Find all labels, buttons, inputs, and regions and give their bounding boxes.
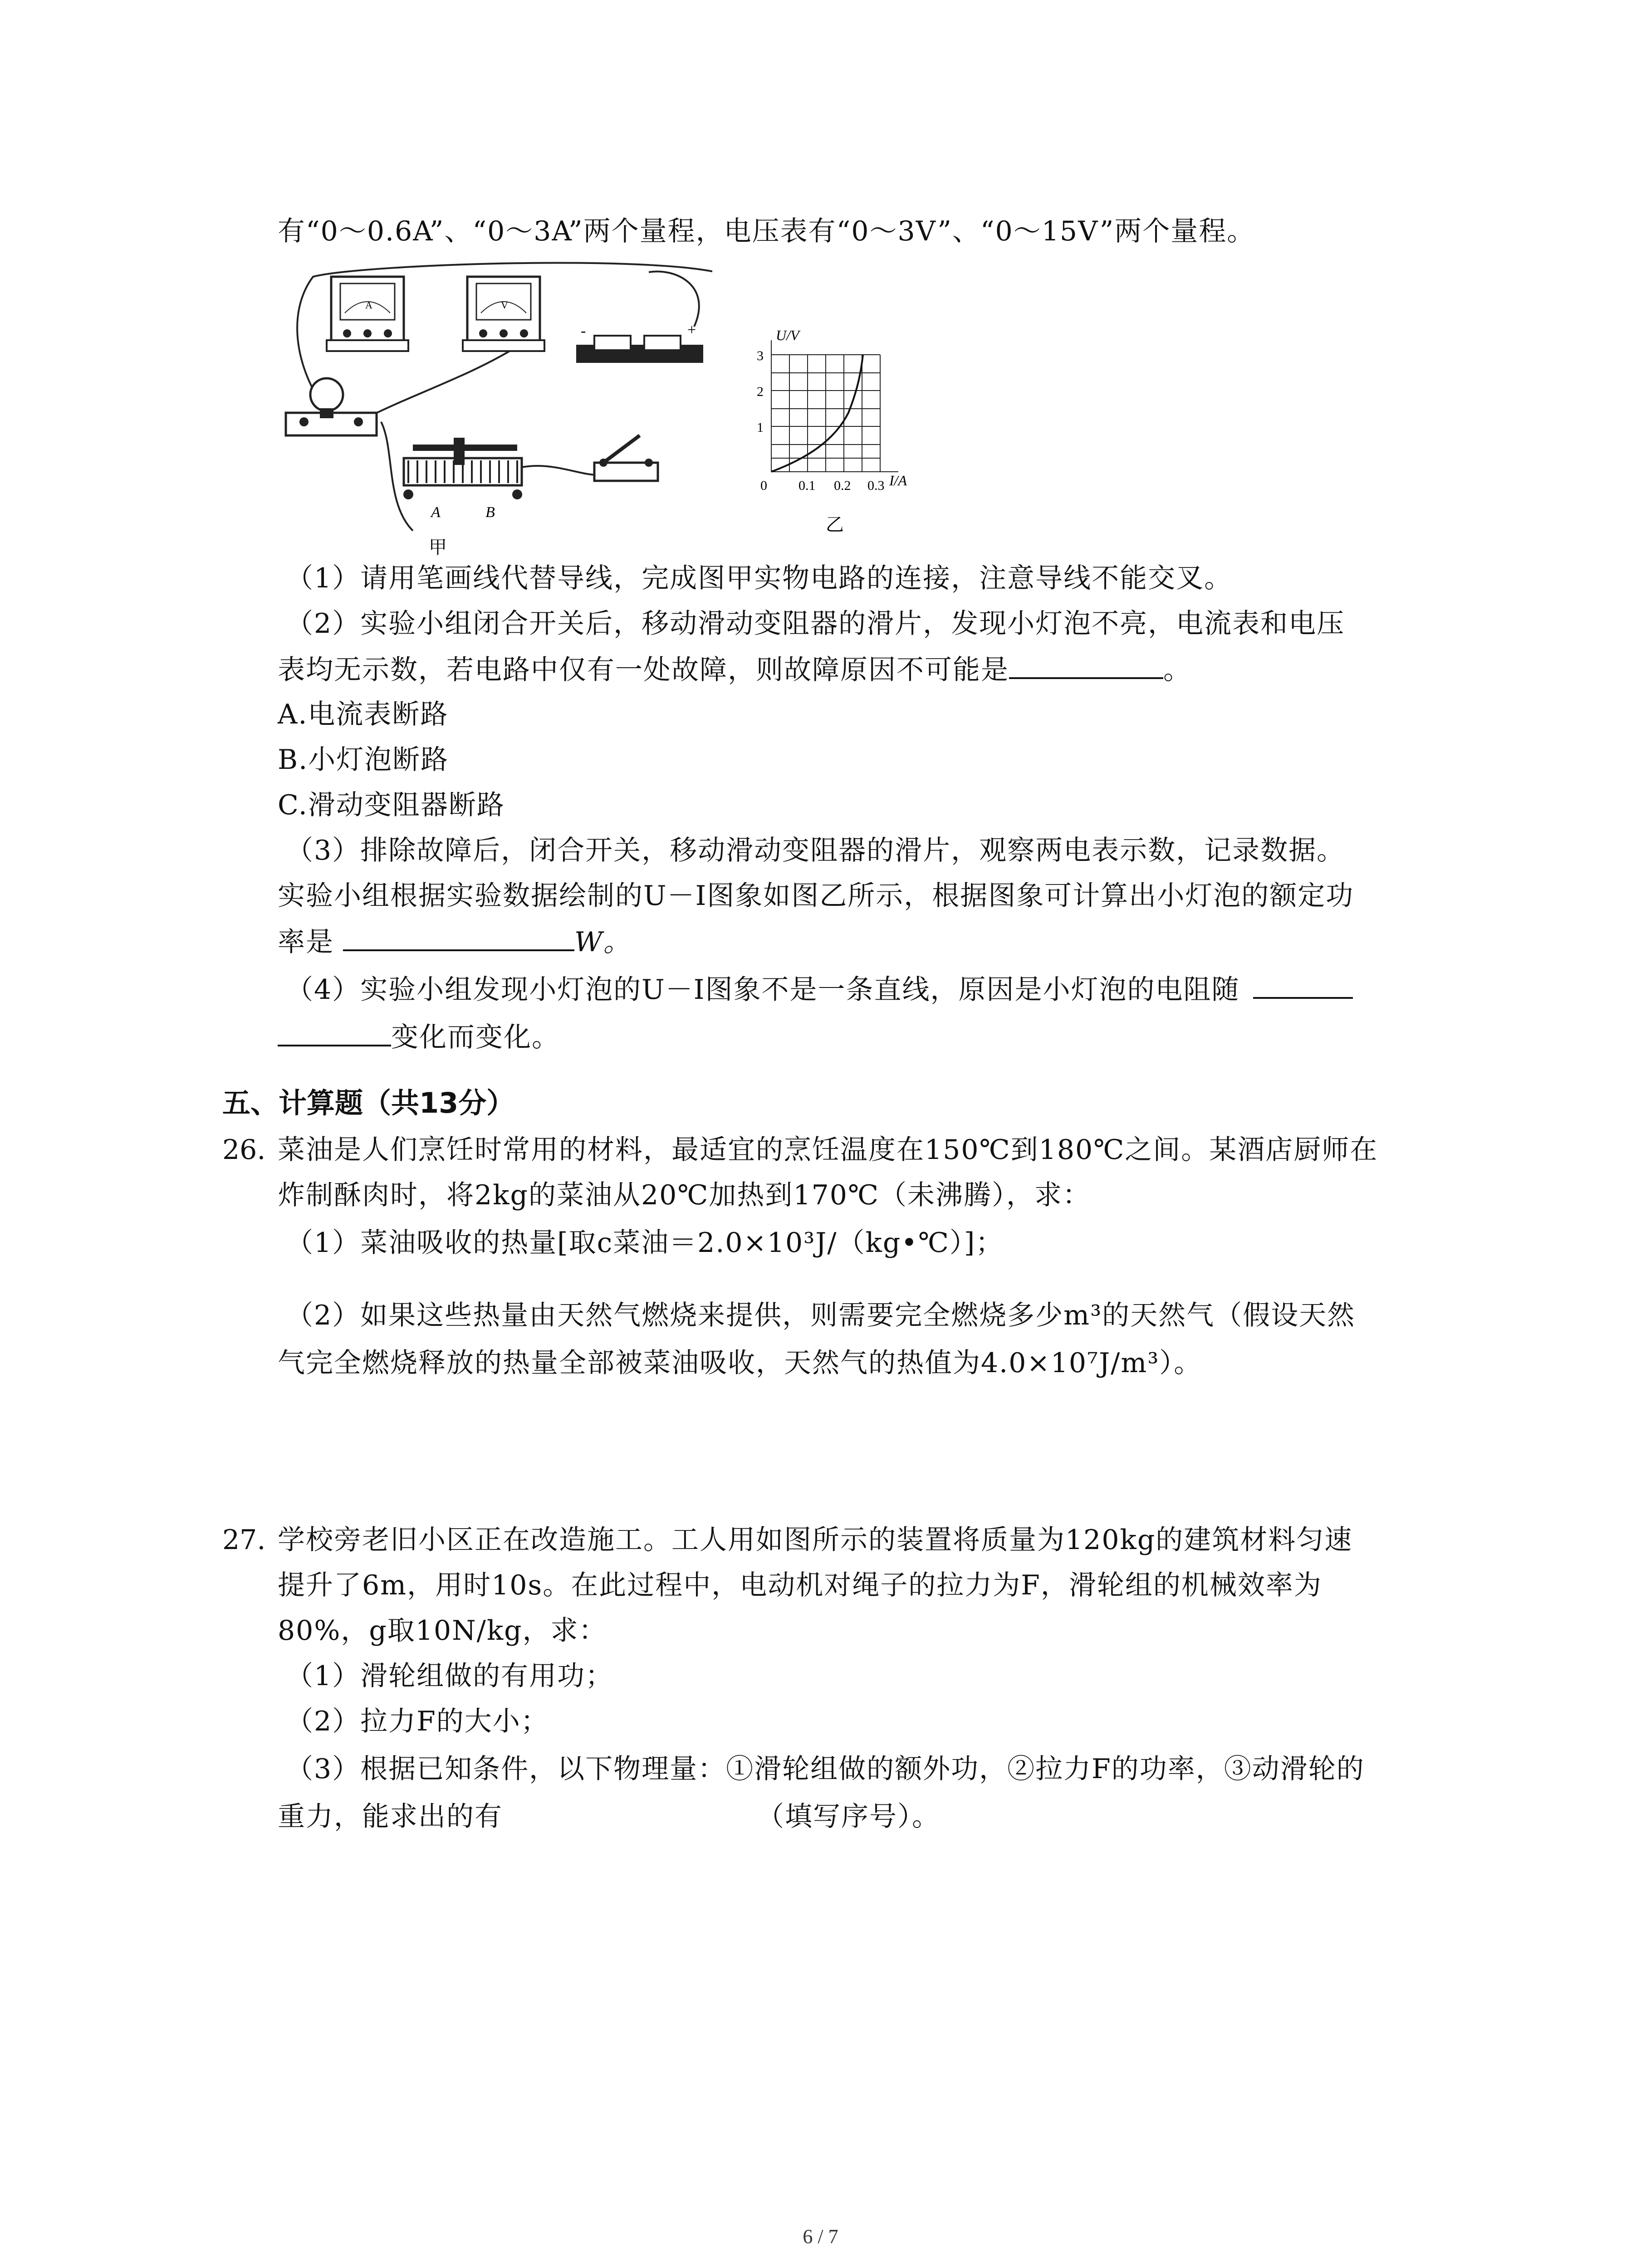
answer-blank-fault[interactable] bbox=[1009, 651, 1163, 679]
x-tick-0.1: 0.1 bbox=[798, 478, 816, 493]
q27-part2: （2）拉力F的大小； bbox=[286, 1706, 549, 1737]
page-number: 6 / 7 bbox=[803, 2225, 838, 2248]
q25-option-b: B.小灯泡断路 bbox=[278, 744, 449, 776]
ui-curve bbox=[771, 355, 863, 472]
q25-part4-end: 变化而变化。 bbox=[391, 1022, 560, 1053]
q25-part2-end: 。 bbox=[1163, 654, 1191, 686]
wire-mid bbox=[367, 349, 513, 417]
q26-number: 26. bbox=[222, 1134, 266, 1166]
q25-part4-text: （4）实验小组发现小灯泡的U－I图象不是一条直线，原因是小灯泡的电阻随 bbox=[286, 974, 1240, 1006]
y-tick-1: 1 bbox=[757, 420, 764, 435]
ammeter-label: A bbox=[365, 299, 372, 311]
q27-number: 27. bbox=[222, 1524, 266, 1556]
q25-part2-text: 表均无示数，若电路中仅有一处故障，则故障原因不可能是 bbox=[278, 654, 1009, 686]
q25-part4-line1 bbox=[286, 971, 1353, 1008]
q27-part3-end: （填写序号）。 bbox=[757, 1801, 940, 1833]
y-tick-2: 2 bbox=[757, 384, 764, 399]
q27-line2: 提升了6m，用时10s。在此过程中，电动机对绳子的拉力为F，滑轮组的机械效率为 bbox=[278, 1569, 1322, 1601]
figure-yi-label: 乙 bbox=[826, 514, 844, 535]
rheostat-a: A bbox=[431, 504, 441, 521]
answer-blank-power[interactable] bbox=[343, 923, 574, 951]
q27-part3-line2 bbox=[278, 1799, 940, 1835]
light-bulb bbox=[286, 378, 377, 435]
q27-part3-text: 重力，能求出的有 bbox=[278, 1801, 503, 1833]
graph-grid bbox=[771, 340, 898, 472]
q25-part2-line1: （2）实验小组闭合开关后，移动滑动变阻器的滑片，发现小灯泡不亮，电流表和电压 bbox=[286, 608, 1345, 640]
q26-line2: 炸制酥肉时，将2kg的菜油从20℃加热到170℃（未沸腾），求： bbox=[278, 1179, 1091, 1211]
u-axis-label: U/V bbox=[776, 327, 799, 343]
rheostat-b: B bbox=[485, 504, 495, 521]
answer-blank-resistance-b[interactable] bbox=[278, 1018, 391, 1046]
q25-part3-line3 bbox=[278, 923, 632, 960]
q25-part3-text: 率是 bbox=[278, 926, 334, 958]
q27-part1: （1）滑轮组做的有用功； bbox=[286, 1660, 614, 1692]
q26-part2-line2: 气完全燃烧释放的热量全部被菜油吸收，天然气的热值为4.0×10⁷J/m³）。 bbox=[278, 1347, 1202, 1379]
rheostat bbox=[403, 438, 522, 521]
q25-option-c: C.滑动变阻器断路 bbox=[278, 789, 505, 821]
q27-line3: 80%，g取10N/kg，求： bbox=[278, 1615, 607, 1647]
battery-pack bbox=[576, 322, 703, 363]
q25-part2-line2 bbox=[278, 651, 1191, 688]
ammeter bbox=[327, 277, 408, 351]
wire-right bbox=[649, 272, 699, 327]
q25-option-a: A.电流表断路 bbox=[278, 699, 449, 730]
q27-line1: 学校旁老旧小区正在改造施工。工人用如图所示的装置将质量为120kg的建筑材料匀速 bbox=[278, 1524, 1353, 1556]
x-tick-0.2: 0.2 bbox=[834, 478, 851, 493]
q26-part1: （1）菜油吸收的热量[取c菜油＝2.0×10³J/（kg•℃）]； bbox=[286, 1227, 1004, 1259]
battery-plus: + bbox=[687, 322, 696, 338]
q25-part4-line2 bbox=[278, 1018, 560, 1056]
section-heading-5: 五、计算题（共13分） bbox=[222, 1086, 515, 1119]
q25-part3-line1: （3）排除故障后，闭合开关，移动滑动变阻器的滑片，观察两电表示数，记录数据。 bbox=[286, 835, 1345, 866]
q25-part3-end: W。 bbox=[574, 926, 632, 958]
figure-jia-label: 甲 bbox=[429, 537, 447, 557]
intro-line: 有“0～0.6A”、“0～3A”两个量程，电压表有“0～3V”、“0～15V”两个量程。 bbox=[278, 215, 1255, 247]
q27-part3-line1: （3）根据已知条件，以下物理量：①滑轮组做的额外功，②拉力F的功率，③动滑轮的 bbox=[286, 1753, 1365, 1785]
q25-part3-line2: 实验小组根据实验数据绘制的U－I图象如图乙所示，根据图象可计算出小灯泡的额定功 bbox=[278, 880, 1354, 912]
q25-part1: （1）请用笔画线代替导线，完成图甲实物电路的连接，注意导线不能交叉。 bbox=[286, 562, 1233, 594]
ui-graph-yi bbox=[744, 322, 980, 540]
voltmeter bbox=[463, 277, 544, 351]
circuit-figure-jia bbox=[277, 259, 712, 558]
battery-minus: - bbox=[581, 323, 586, 339]
y-tick-3: 3 bbox=[757, 348, 764, 363]
answer-blank-resistance-a[interactable] bbox=[1253, 971, 1353, 999]
q26-line1: 菜油是人们烹饪时常用的材料，最适宜的烹饪温度在150℃到180℃之间。某酒店厨师在 bbox=[278, 1134, 1378, 1166]
x-tick-0.3: 0.3 bbox=[867, 478, 885, 493]
switch bbox=[594, 435, 658, 481]
x-tick-0: 0 bbox=[760, 478, 767, 493]
voltmeter-label: V bbox=[501, 299, 508, 311]
q26-part2-line1: （2）如果这些热量由天然气燃烧来提供，则需要完全燃烧多少m³的天然气（假设天然 bbox=[286, 1300, 1356, 1331]
i-axis-label: I/A bbox=[889, 472, 907, 489]
